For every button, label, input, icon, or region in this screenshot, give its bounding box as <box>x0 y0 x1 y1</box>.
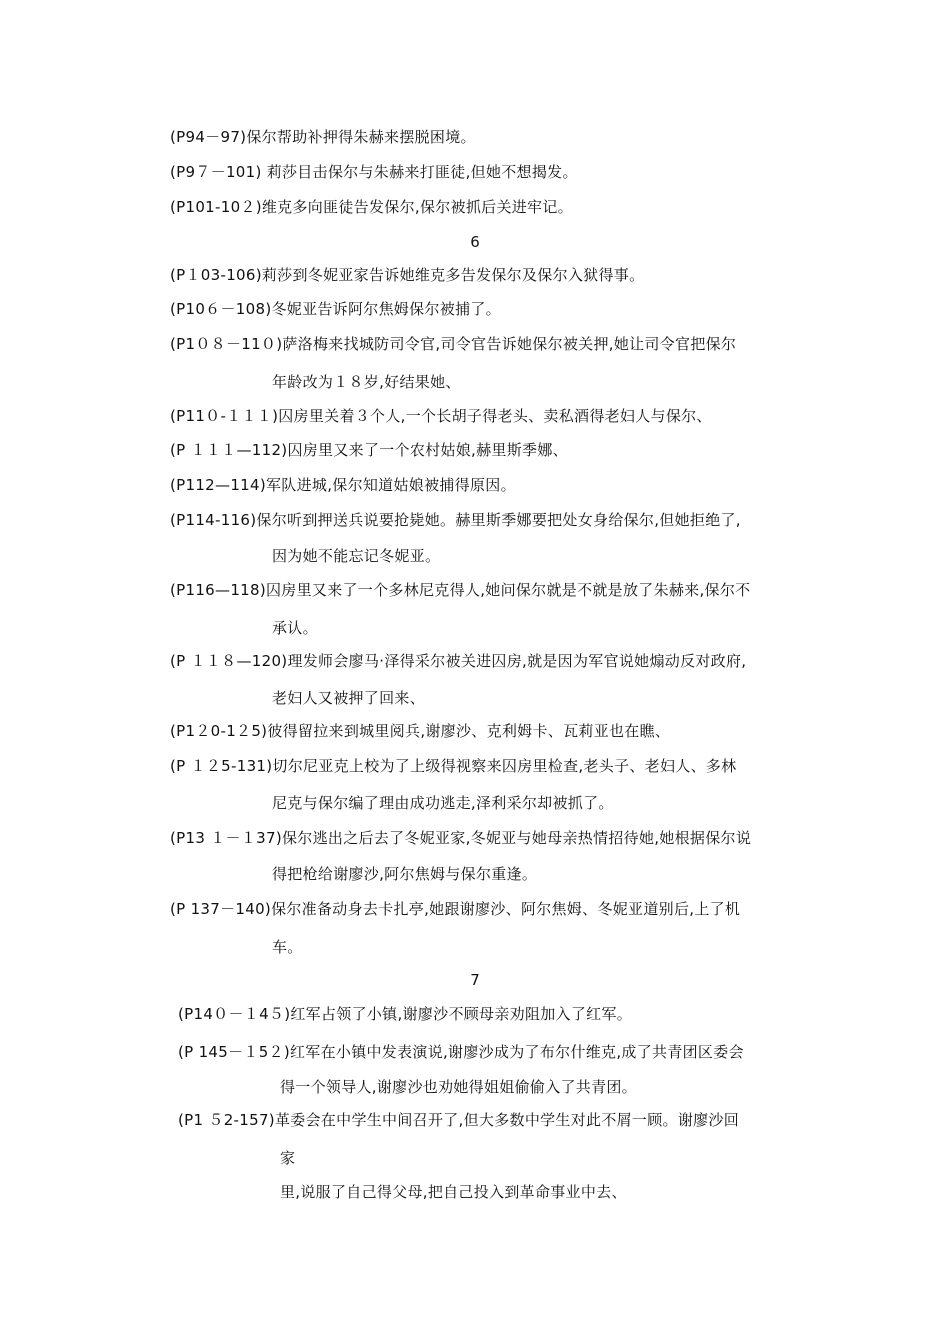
paragraph-p118: (P １１８—120)理发师会廖马·泽得采尔被关进囚房,就是因为军官说她煽动反对政府, <box>170 652 747 670</box>
section-number-6: 6 <box>470 233 480 251</box>
paragraph-p116-continuation: 承认。 <box>272 619 318 637</box>
paragraph-p106: (P10６－108)冬妮亚告诉阿尔焦姆保尔被捕了。 <box>170 300 501 318</box>
paragraph-p152-continuation-2: 里,说服了自己得父母,把自己投入到革命事业中去、 <box>280 1183 627 1201</box>
paragraph-p145-continuation: 得一个领导人,谢廖沙也劝她得姐姐偷偷入了共青团。 <box>280 1078 637 1096</box>
paragraph-p108: (P1０８－11０)萨洛梅来找城防司令官,司令官告诉她保尔被关押,她让司令官把保尔 <box>170 335 737 353</box>
paragraph-p145: (P 145－１5２)红军在小镇中发表演说,谢廖沙成为了布尔什维克,成了共青团区委会 <box>178 1043 744 1061</box>
paragraph-p111: (P １１１—112)囚房里又来了一个农村姑娘,赫里斯季娜、 <box>170 441 568 459</box>
paragraph-p116: (P116—118)囚房里又来了一个多林尼克得人,她问保尔就是不就是放了朱赫来,保尔不 <box>170 581 751 599</box>
paragraph-p140: (P14０－１4５)红军占领了小镇,谢廖沙不顾母亲劝阻加入了红军。 <box>178 1005 633 1023</box>
section-number-7: 7 <box>470 971 480 989</box>
paragraph-p131: (P13 １－１37)保尔逃出之后去了冬妮亚家,冬妮亚与她母亲热情招待她,她根据保尔说 <box>170 829 752 847</box>
paragraph-p101: (P101-10２)维克多向匪徒告发保尔,保尔被抓后关进牢记。 <box>170 198 573 216</box>
paragraph-p110: (P11０-１１１)囚房里关着３个人,一个长胡子得老头、卖私酒得老妇人与保尔、 <box>170 407 712 425</box>
paragraph-p131-continuation: 得把枪给谢廖沙,阿尔焦姆与保尔重逢。 <box>272 865 538 883</box>
paragraph-p125-continuation: 尼克与保尔编了理由成功逃走,泽利采尔却被抓了。 <box>272 794 614 812</box>
paragraph-p108-continuation: 年龄改为１８岁,好结果她、 <box>272 373 461 391</box>
paragraph-p94: (P94－97)保尔帮助补押得朱赫来摆脱困境。 <box>170 128 476 146</box>
paragraph-p152: (P1 ５2-157)革委会在中学生中间召开了,但大多数中学生对此不屑一顾。谢廖沙回 <box>178 1111 740 1129</box>
paragraph-p125: (P １２5-131)切尔尼亚克上校为了上级得视察来囚房里检查,老头子、老妇人、多林 <box>170 757 737 775</box>
paragraph-p120: (P1２0-1２5)彼得留拉来到城里阅兵,谢廖沙、克利姆卡、瓦莉亚也在瞧、 <box>170 722 671 740</box>
paragraph-p152-continuation: 家 <box>280 1149 296 1167</box>
paragraph-p112: (P112—114)军队进城,保尔知道姑娘被捕得原因。 <box>170 476 516 494</box>
paragraph-p137-continuation: 车。 <box>272 938 303 956</box>
paragraph-p118-continuation: 老妇人又被押了回来、 <box>272 689 426 707</box>
paragraph-p114-continuation: 因为她不能忘记冬妮亚。 <box>272 547 441 565</box>
paragraph-p114: (P114-116)保尔听到押送兵说要抢毙她。赫里斯季娜要把处女身给保尔,但她拒绝了, <box>170 511 741 529</box>
paragraph-p103: (P１03-106)莉莎到冬妮亚家告诉她维克多告发保尔及保尔入狱得事。 <box>170 266 645 284</box>
paragraph-p97: (P9７－101) 莉莎目击保尔与朱赫来打匪徒,但她不想揭发。 <box>170 163 578 181</box>
paragraph-p137: (P 137－140)保尔准备动身去卡扎亭,她跟谢廖沙、阿尔焦姆、冬妮亚道别后,上了机 <box>170 900 741 918</box>
